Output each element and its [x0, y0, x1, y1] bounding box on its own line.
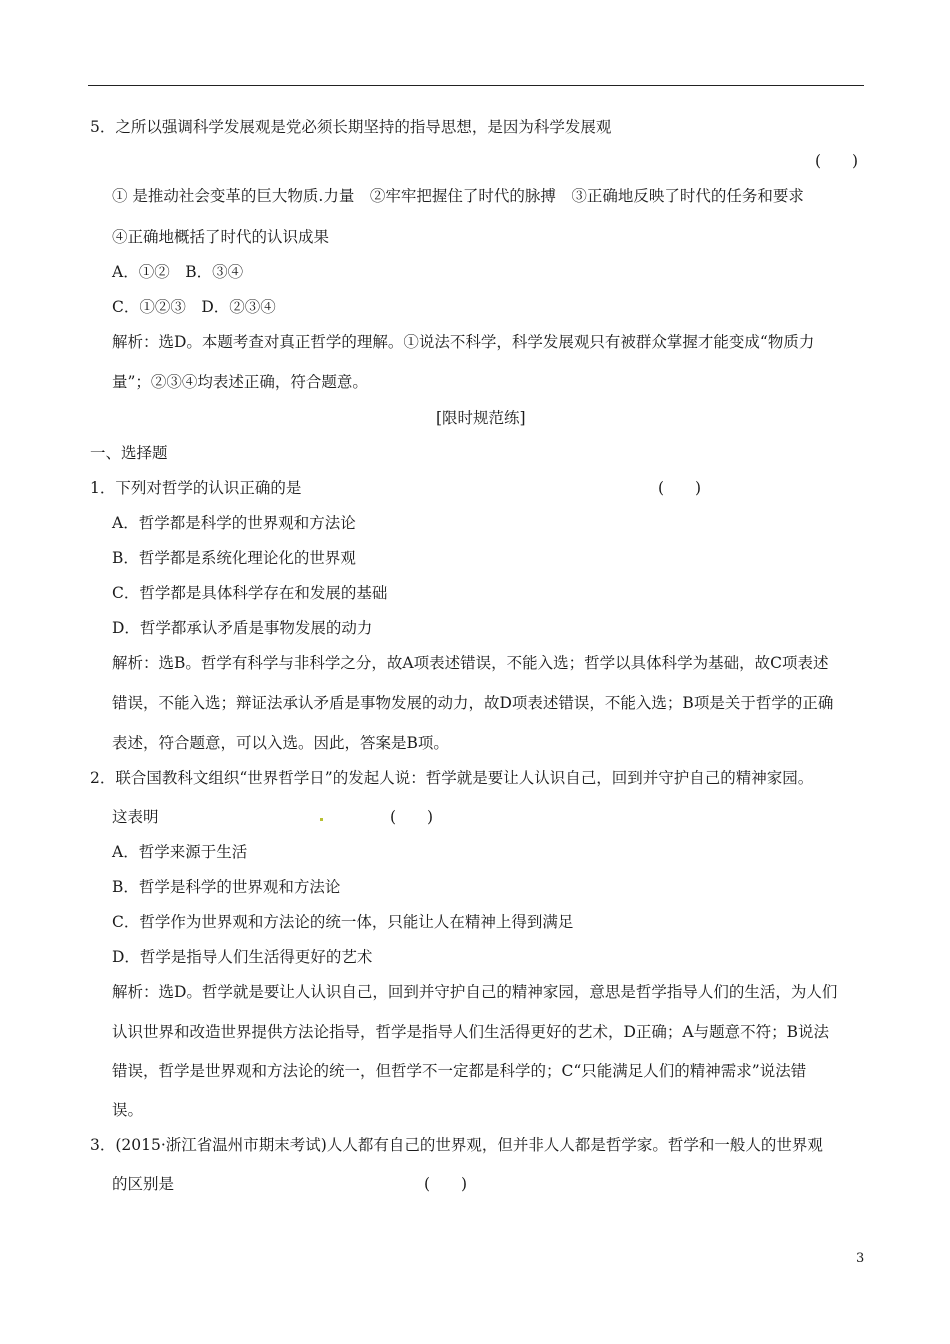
- q5-analysis-line2: 量”；②③④均表述正确，符合题意。: [112, 373, 368, 391]
- q3-answer-parentheses: ( ): [424, 1175, 468, 1193]
- q1-analysis-line1: 解析：选B。哲学有科学与非科学之分，故A项表述错误，不能入选；哲学以具体科学为基础，故C项表述: [112, 654, 829, 672]
- q2-answer-parentheses: ( ): [390, 808, 434, 826]
- q2-option-b: B．哲学是科学的世界观和方法论: [112, 878, 341, 896]
- q2-option-d: D．哲学是指导人们生活得更好的艺术: [112, 948, 373, 966]
- q5-analysis-line1: 解析：选D。本题考查对真正哲学的理解。①说法不科学，科学发展观只有被群众掌握才能变成“物质力: [112, 333, 815, 351]
- q1-option-d: D．哲学都承认矛盾是事物发展的动力: [112, 619, 373, 637]
- header-rule: [88, 85, 864, 86]
- q1-answer-parentheses: ( ): [658, 479, 702, 497]
- q2-option-a: A．哲学来源于生活: [112, 843, 248, 861]
- q1-option-b: B．哲学都是系统化理论化的世界观: [112, 549, 356, 567]
- q1-analysis-line3: 表述，符合题意，可以入选。因此，答案是B项。: [112, 734, 449, 752]
- q2-stem-line2: 这表明: [112, 808, 159, 826]
- q2-option-c: C．哲学作为世界观和方法论的统一体，只能让人在精神上得到满足: [112, 913, 574, 931]
- q5-stem: 5．之所以强调科学发展观是党必须长期坚持的指导思想，是因为科学发展观: [90, 118, 612, 136]
- q2-analysis-line3: 错误，哲学是世界观和方法论的统一，但哲学不一定都是科学的；C“只能满足人们的精神需求”说法错: [112, 1062, 807, 1080]
- q1-option-a: A．哲学都是科学的世界观和方法论: [112, 514, 356, 532]
- q2-analysis-line2: 认识世界和改造世界提供方法论指导，哲学是指导人们生活得更好的艺术，D正确；A与题意不符；B说法: [112, 1023, 830, 1041]
- q2-stem-line1: 2．联合国教科文组织“世界哲学日”的发起人说：哲学就是要让人认识自己，回到并守护自己的精神家园。: [90, 769, 814, 787]
- q2-analysis-line4: 误。: [112, 1101, 144, 1119]
- section-title: [限时规范练]: [436, 409, 526, 427]
- q1-stem: 1．下列对哲学的认识正确的是: [90, 479, 302, 497]
- q1-analysis-line2: 错误，不能入选；辩证法承认矛盾是事物发展的动力，故D项表述错误，不能入选；B项是关于哲学的正确: [112, 694, 834, 712]
- q3-stem-line1: 3．(2015·浙江省温州市期末考试)人人都有自己的世界观，但并非人人都是哲学家。哲学和一般人的世界观: [90, 1136, 823, 1154]
- q5-options-ab: A．①② B．③④: [112, 263, 244, 281]
- q5-items-line2: ④正确地概括了时代的认识成果: [112, 228, 330, 246]
- q5-options-cd: C．①②③ D．②③④: [112, 298, 276, 316]
- page-number: 3: [856, 1251, 865, 1266]
- q3-stem-line2: 的区别是: [112, 1175, 175, 1193]
- q1-option-c: C．哲学都是具体科学存在和发展的基础: [112, 584, 388, 602]
- q5-items-line1: ① 是推动社会变革的巨大物质.力量 ②牢牢把握住了时代的脉搏 ③正确地反映了时代的任务和要求: [112, 187, 804, 205]
- part-title: 一、选择题: [90, 444, 168, 462]
- ink-speck: [320, 818, 323, 821]
- q5-answer-parentheses: ( ): [815, 152, 859, 170]
- q2-analysis-line1: 解析：选D。哲学就是要让人认识自己，回到并守护自己的精神家园，意思是哲学指导人们的生活，为人们: [112, 983, 838, 1001]
